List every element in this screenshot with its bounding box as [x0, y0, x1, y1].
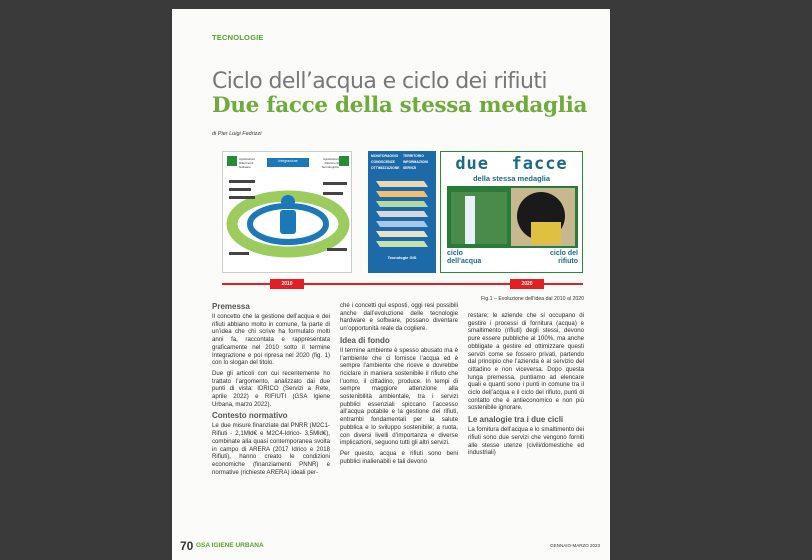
left-label-software: Applicazioni Riferimenti Software [239, 157, 256, 169]
gis-layers-panel [368, 151, 436, 273]
title-line-1: Ciclo dell’acqua e ciclo dei rifiuti [212, 69, 547, 94]
figure-timeline [222, 278, 583, 290]
mid-label-5: OTTIMIZZAZIONE [371, 166, 400, 170]
column-1 [212, 302, 330, 479]
paragraph: La fornitura dell’acqua e lo smaltimento dei rifiuti sono due servizi che vengono forniti alle stesse utenze (civili/domestiche ed industriali) [468, 426, 584, 457]
title-line-2: Due facce della stessa medaglia [212, 93, 588, 118]
heading-contesto: Contesto normativo [212, 411, 288, 421]
heading-analogie: Le analogie tra i due cicli [468, 415, 564, 425]
page-number: 70 [180, 539, 194, 553]
integration-illustration [223, 152, 352, 273]
figure-caption: Fig.1 – Evoluzione dell’idea dal 2010 al 2020 [481, 296, 584, 302]
heading-idea: Idea di fondo [340, 335, 390, 345]
ciclo-acqua-label: ciclo dell’acqua [447, 250, 482, 265]
left-label-tech: Applicazioni Riferimenti Tecnologiche [321, 157, 339, 169]
column-3 [468, 312, 584, 460]
ciclo-rifiuto-label: ciclo del rifiuto [549, 250, 578, 265]
paragraph: restare; le aziende che si occupano di gestire i processi di fornitura (acqua) e smaltimento (rifiuti) degli stessi, devono pure essere pubbliche al 100%, ma anche obbligate a gestire ed ottimizzare questi servizi come se fossero privati, partendo dal principio che l’azienda è al servizio del cittadino e non viceversa. Dopo questa lunga premessa, puntiamo ad elencare quali e quanti sono i punti in comune tra il ciclo dell’acqua e il ciclo del rifiuto, punti di contatto che è antieconomico e non più sostenibile ignorare. [468, 312, 584, 412]
mid-label-1: MONITORAGGIO [371, 154, 399, 158]
paragraph: ché i concetti qui esposti, oggi resi possibili anche dall’evoluzione delle tecnologie hardware e software, possano diventare un’opportunità reale da cogliere. [340, 302, 458, 333]
integration-diagram [222, 151, 352, 273]
due-facce-panel [440, 151, 583, 273]
page-footer [172, 539, 610, 553]
mid-label-4: INFORMAZIONI [403, 160, 428, 164]
due-facce-subtitle: della stessa medaglia [472, 174, 551, 183]
paragraph: Le due misure finanziate dal PNRR (M2C1-Rifiuti - 2,1Mld€ e M2C4-Idrico- 3,5Mld€), combinate alla quasi contemporanea svolta in campo di ARERA (2017 Idrico e 2018 Rifiuti), hanno creato le condizioni economiche (finanziamenti PNNR) e normative (richieste ARERA) ideali per- [212, 422, 330, 476]
heading-premessa: Premessa [212, 302, 250, 311]
paragraph: Il termine ambiente è spesso abusato ma è l’ambiente che ci fornisce l’acqua ed è sempre l’ambiente che riceve e dovrebbe riciclare in maniera sostenibile il rifiuto che l’uomo, il cittadino, produce. In tempi di sempre maggiore attenzione alla sostenibilità ambientale, tra i servizi pubblici essenziali spiccano l’accesso all’acqua potabile e la gestione dei rifiuti, entrambi fondamentali per la salute pubblica e lo sviluppo sostenibile; a ruota, con diversi livelli d’importanza e diverse implicazioni, seguono tutti gli altri servizi. [340, 346, 458, 447]
magazine-name: GSA IGIENE URBANA [196, 542, 264, 549]
mid-label-3: CONOSCENZE [371, 160, 395, 164]
figure-1 [222, 149, 583, 275]
due-facce-title: due facce [455, 154, 568, 174]
paragraph: Due gli articoli con cui recentemente ho trattato l’argomento, analizzato dai due punti di vista: IDRICO (Servizi a Rete, aprile 2022) e RIFIUTI (GSA Igiene Urbana, marzo 2022). [212, 369, 330, 408]
integration-label: Integrazione [278, 159, 298, 163]
paragraph: Per questo, acqua e rifiuti sono beni pubblici inalienabili e tali devono [340, 449, 458, 465]
paragraph: Il concetto che la gestione dell’acqua e dei rifiuti abbiano molto in comune, fa parte di un’idea che chi scrive ha formulato molti anni fa, raccontata e rappresentata graficamente nel 2010 sotto il termine Integrazione e poi ripresa nel 2020 (fig. 1) con lo slogan del titolo. [212, 313, 330, 367]
mid-label-2: TERRITORIO [403, 154, 424, 158]
timeline-2020: 2020 [510, 279, 544, 289]
column-2 [340, 302, 458, 468]
mid-label-6: SERVIZI [403, 166, 417, 170]
gis-footer-label: Tecnologie GIS [387, 255, 417, 260]
timeline-2010: 2010 [270, 279, 304, 289]
section-tag: TECNOLOGIE [212, 33, 264, 42]
issue-date: GENNAIO-MARZO 2023 [550, 543, 600, 548]
author-byline: di Pier Luigi Fedrizzi [212, 131, 262, 137]
magazine-page [172, 9, 610, 560]
